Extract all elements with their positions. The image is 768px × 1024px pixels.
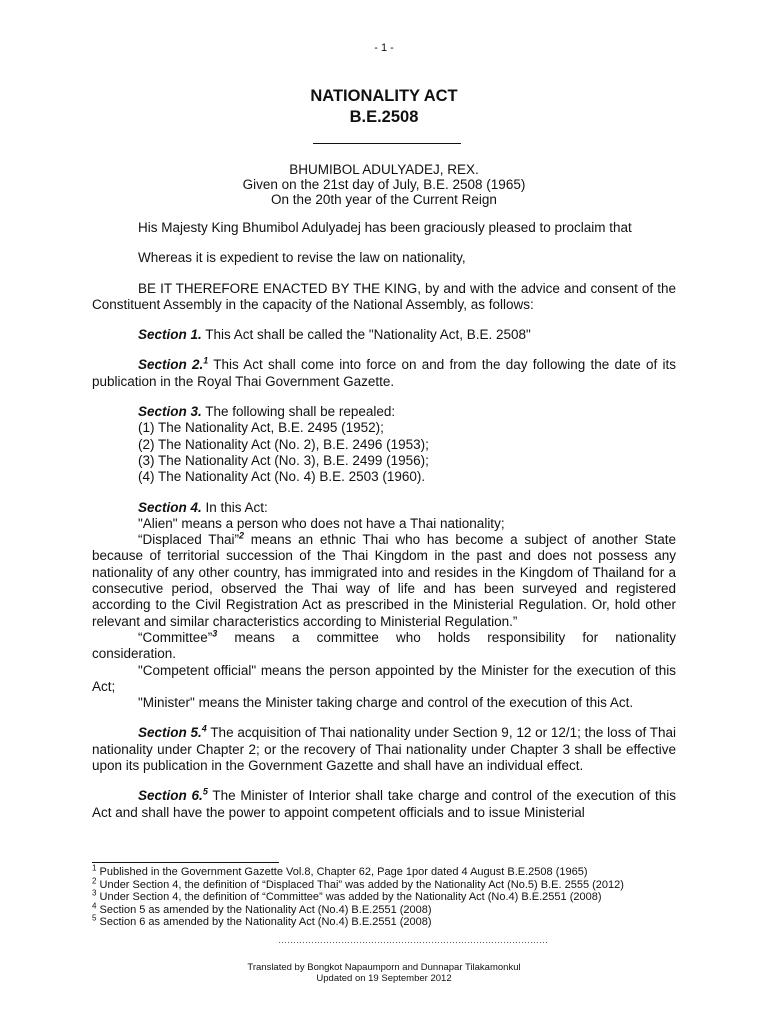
section-6-text: The Minister of Interior shall take charge and control of the execution of this Act and shall have the power to appoint competent officials and to issue Ministerial	[92, 788, 676, 820]
preamble-whereas: Whereas it is expedient to revise the law on nationality,	[138, 250, 466, 266]
footnote-ref-3: 3	[212, 628, 218, 639]
section-1-heading: Section 1.	[138, 327, 202, 343]
repeal-item: (4) The Nationality Act (No. 4) B.E. 2503 (1960).	[138, 469, 426, 485]
committee-term: “Committee”	[138, 629, 213, 645]
committee-text: means a committee who holds responsibility for nationality consideration.	[92, 629, 676, 662]
given-date: Given on the 21st day of July, B.E. 2508 (1965)	[242, 177, 526, 192]
section-1	[92, 327, 676, 343]
footnote: $^5$ Section 6 as amended by the Nationality Act (No.4) B.E.2551 (2008)	[92, 913, 432, 929]
repeal-item: (3) The Nationality Act (No. 3), B.E. 2499 (1956);	[138, 452, 429, 468]
document-subtitle: B.E.2508	[349, 108, 419, 126]
section-1-text: This Act shall be called the "Nationality Act, B.E. 2508"	[201, 327, 531, 343]
section-3-text: The following shall be repealed:	[201, 404, 396, 420]
reign-year: On the 20th year of the Current Reign	[271, 192, 497, 207]
displaced-thai-text: means an ethnic Thai who has become a subject of another State because of territorial succession of the Thai Kingdom in the past and does not possess any nationality of any other country, has immigrated into and resides in the Kingdom of Thailand for a consecutive period, observed the Thai way of life and has been surveyed and registered according to the Civil Registration Act as prescribed in the Ministerial Regulation. Or, hold other relevant and similar characteristics according to Ministerial Regulation.”	[92, 532, 677, 629]
section-4-text: In this Act:	[201, 499, 268, 515]
section-5-text: The acquisition of Thai nationality under Section 9, 12 or 12/1; the loss of Thai nationality under Chapter 2; or the recovery of Thai nationality under Chapter 3 shall be effective upon its publication in the Government Gazette and shall have an individual effect.	[92, 725, 676, 774]
footnote-ref-4: 4	[201, 723, 207, 734]
title-underline	[313, 143, 461, 144]
footnote-ref-2: 2	[239, 530, 245, 541]
section-3	[92, 404, 676, 420]
royal-name: BHUMIBOL ADULYADEJ, REX.	[289, 162, 479, 177]
preamble-enacted: BE IT THEREFORE ENACTED BY THE KING, by and with the advice and consent of the Constituent Assembly in the capacity of the National Assembly, as follows:	[92, 280, 676, 312]
section-2-heading: Section 2.	[138, 357, 204, 373]
footnote: $^4$ Section 5 as amended by the Nationality Act (No.4) B.E.2551 (2008)	[92, 901, 432, 916]
footnote-ref-1: 1	[203, 355, 209, 366]
document-title: NATIONALITY ACT	[310, 87, 458, 105]
translator-credit: Translated by Bongkot Napaumporn and Dunnapar Tilakamonkul	[247, 962, 521, 973]
section-6	[92, 788, 676, 821]
definition-committee	[92, 630, 676, 663]
footnote-ref-5: 5	[202, 786, 208, 797]
section-2-text: This Act shall come into force on and from the day following the date of its publication in the Royal Thai Government Gazette.	[92, 357, 676, 389]
page-number: - 1 -	[374, 42, 394, 54]
update-date: Updated on 19 September 2012	[316, 973, 452, 984]
footnote: $^1$ Published in the Government Gazette Vol.8, Chapter 62, Page 1por dated 4 August B.E.2508 (1965)	[92, 863, 588, 878]
definition-minister: "Minister" means the Minister taking charge and control of the execution of this Act.	[138, 695, 634, 711]
repeal-item: (2) The Nationality Act (No. 2), B.E. 2496 (1953);	[138, 436, 429, 452]
definition-competent-official: "Competent official" means the person appointed by the Minister for the execution of this Act;	[92, 662, 676, 694]
section-5-heading: Section 5.	[138, 725, 202, 741]
footnotes	[92, 863, 692, 929]
dotted-separator: ………………………………………………………………………………	[278, 935, 548, 945]
document-body	[92, 220, 676, 821]
repeal-item: (1) The Nationality Act, B.E. 2495 (1952);	[138, 420, 384, 436]
section-2	[92, 357, 676, 390]
section-5	[92, 725, 676, 774]
section-3-heading: Section 3.	[138, 404, 202, 420]
footnote-separator	[92, 862, 279, 863]
section-4-heading: Section 4.	[138, 499, 202, 515]
footnote: $^2$ Under Section 4, the definition of “Displaced Thai” was added by the Nationality Act (No.5) B.E. 2555 (2012)	[92, 875, 624, 891]
section-6-heading: Section 6.	[138, 788, 203, 804]
definition-alien: "Alien" means a person who does not have a Thai nationality;	[138, 515, 505, 531]
displaced-thai-term: “Displaced Thai”	[138, 532, 240, 548]
definition-displaced-thai	[92, 532, 676, 630]
section-4	[92, 500, 676, 516]
preamble-proclaim: His Majesty King Bhumibol Adulyadej has been graciously pleased to proclaim that	[138, 220, 632, 235]
footnote: $^3$ Under Section 4, the definition of “Committee” was added by the Nationality Act (No.4) B.E.2551 (2008)	[92, 888, 602, 904]
